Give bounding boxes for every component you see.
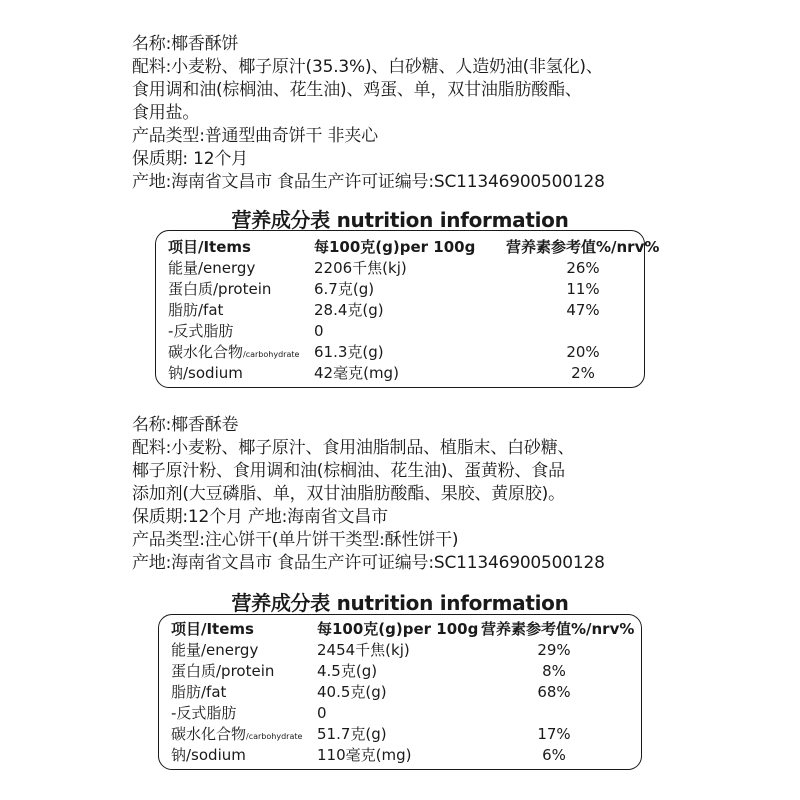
header-item: 项目/Items — [168, 238, 251, 256]
row-item: 脂肪/fat — [171, 683, 227, 701]
row-nrv: 11% — [566, 280, 600, 298]
header-item: 项目/Items — [171, 620, 254, 638]
table-header — [156, 237, 660, 258]
product2-name: 名称:椰香酥卷 — [132, 415, 239, 435]
product1-name: 名称:椰香酥饼 — [132, 34, 239, 54]
row-nrv: 8% — [542, 662, 566, 680]
row-value: 42毫克(mg) — [314, 364, 399, 382]
row-value: 61.3克(g) — [314, 343, 384, 361]
row-item: -反式脂肪 — [168, 322, 234, 340]
product1-nutrition-title: 营养成分表 nutrition information — [231, 208, 569, 232]
product1-nutrition-table — [155, 230, 660, 388]
row-item: -反式脂肪 — [171, 704, 237, 722]
product1-type: 产品类型:普通型曲奇饼干 非夹心 — [132, 126, 378, 146]
header-per100: 每100克(g)per 100g — [317, 620, 479, 638]
product2-ingredients-line1: 配料:小麦粉、椰子原汁、食用油脂制品、植脂末、白砂糖、 — [132, 438, 575, 458]
product1-ingredients-line2: 食用调和油(棕榈油、花生油)、鸡蛋、单，双甘油脂肪酸酯、 — [132, 80, 582, 100]
row-nrv: 68% — [537, 683, 571, 701]
row-item: 钠/sodium — [168, 364, 243, 382]
table-row — [156, 342, 644, 363]
header-per100: 每100克(g)per 100g — [314, 238, 476, 256]
product2-nutrition-title: 营养成分表 nutrition information — [231, 591, 569, 615]
product2-type: 产品类型:注心饼干(单片饼干类型:酥性饼干) — [132, 530, 459, 550]
table-row — [159, 724, 641, 745]
header-nrv: 营养素参考值%/nrv% — [481, 620, 635, 638]
header-nrv: 营养素参考值%/nrv% — [506, 238, 660, 256]
row-nrv: 29% — [537, 641, 571, 659]
row-item: 能量/energy — [171, 641, 259, 659]
row-item: 钠/sodium — [171, 746, 246, 764]
row-value: 40.5克(g) — [317, 683, 387, 701]
table-row — [159, 745, 641, 766]
row-nrv: 26% — [566, 259, 600, 277]
row-value: 2206千焦(kj) — [314, 259, 407, 277]
row-value: 51.7克(g) — [317, 725, 387, 743]
table-row — [156, 363, 644, 384]
row-value: 2454千焦(kj) — [317, 641, 410, 659]
row-nrv: 20% — [566, 343, 600, 361]
table-header — [159, 619, 641, 640]
row-value: 110毫克(mg) — [317, 746, 412, 764]
product2-info — [132, 414, 692, 575]
table-row — [159, 640, 641, 661]
row-item: 蛋白质/protein — [171, 662, 275, 680]
row-nrv: 6% — [542, 746, 566, 764]
table-row — [156, 279, 644, 300]
row-item: 能量/energy — [168, 259, 256, 277]
row-item-main: 碳水化合物 — [171, 725, 247, 743]
row-item — [171, 724, 302, 747]
row-item: 脂肪/fat — [168, 301, 224, 319]
row-value: 6.7克(g) — [314, 280, 375, 298]
product2-shelf-life-origin: 保质期:12个月 产地:海南省文昌市 — [132, 507, 388, 527]
product2-origin-license: 产地:海南省文昌市 食品生产许可证编号:SC11346900500128 — [132, 553, 605, 573]
row-item: 蛋白质/protein — [168, 280, 272, 298]
table-row — [156, 321, 644, 342]
product1-info — [132, 33, 692, 194]
table-row — [159, 682, 641, 703]
table-row — [156, 300, 644, 321]
row-value: 0 — [317, 704, 327, 722]
product1-ingredients-line3: 食用盐。 — [132, 103, 200, 123]
row-value: 4.5克(g) — [317, 662, 378, 680]
product2-nutrition-table — [158, 614, 642, 770]
product1-shelf-life: 保质期: 12个月 — [132, 149, 248, 169]
product1-origin-license: 产地:海南省文昌市 食品生产许可证编号:SC11346900500128 — [132, 172, 605, 192]
row-value: 0 — [314, 322, 324, 340]
row-item-main: 碳水化合物 — [168, 343, 244, 361]
row-nrv: 17% — [537, 725, 571, 743]
table-row — [156, 258, 644, 279]
row-item-small: /carbohydrate — [243, 350, 300, 359]
table-row — [159, 703, 641, 724]
row-value: 28.4克(g) — [314, 301, 384, 319]
product2-ingredients-line3: 添加剂(大豆磷脂、单，双甘油脂肪酸酯、果胶、黄原胶)。 — [132, 484, 565, 504]
product1-ingredients-line1: 配料:小麦粉、椰子原汁(35.3%)、白砂糖、人造奶油(非氢化)、 — [132, 57, 603, 77]
row-nrv: 47% — [566, 301, 600, 319]
row-item — [168, 342, 299, 365]
row-nrv: 2% — [571, 364, 595, 382]
product2-ingredients-line2: 椰子原汁粉、食用调和油(棕榈油、花生油)、蛋黄粉、食品 — [132, 461, 565, 481]
table-row — [159, 661, 641, 682]
row-item-small: /carbohydrate — [246, 732, 303, 741]
